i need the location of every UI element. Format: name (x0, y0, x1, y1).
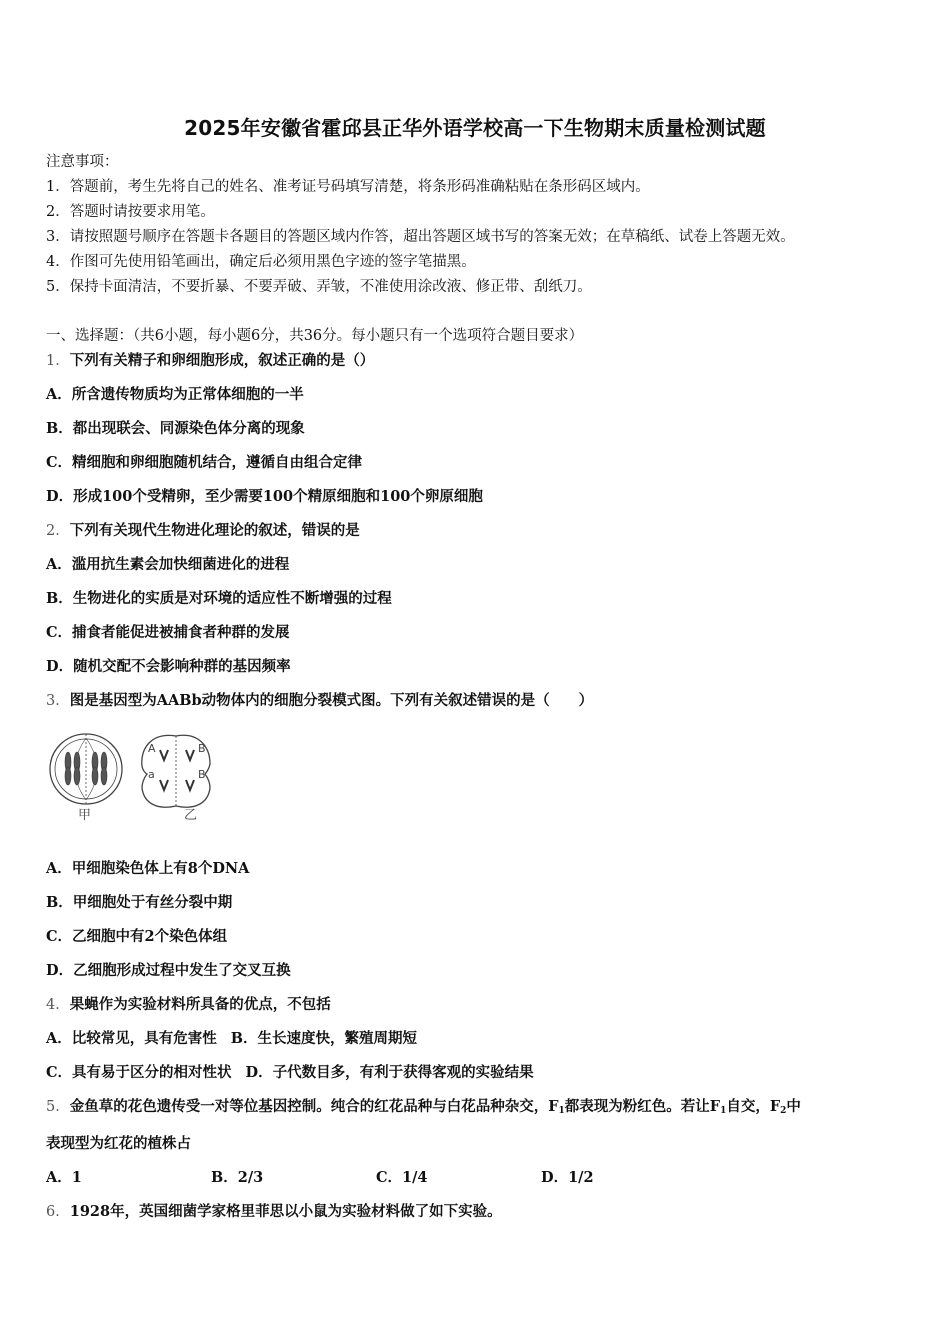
option-text: 生长速度快，繁殖周期短 (257, 1030, 418, 1047)
q4-options-row-2 (46, 1063, 534, 1083)
option-label: C． (46, 1064, 73, 1081)
gene-label: a (148, 768, 155, 781)
question-number: 4． (46, 997, 70, 1013)
q1-option-a (46, 385, 304, 405)
q2-option-c (46, 623, 290, 643)
question-stem: 下列有关精子和卵细胞形成，叙述正确的是（） (69, 352, 375, 369)
option-label: A． (46, 556, 72, 573)
question-number: 2． (46, 523, 70, 539)
notice-item-3: 3．请按照题号顺序在答题卡各题目的答题区域内作答，超出答题区域书写的答案无效；在草稿纸、试卷上答题无效。 (46, 229, 795, 245)
gene-label: B (198, 742, 206, 755)
option-label: D． (46, 962, 74, 979)
option-text: 乙细胞形成过程中发生了交叉互换 (73, 962, 291, 979)
q2-option-a (46, 555, 289, 575)
q3-option-a (46, 859, 249, 879)
option-label: B． (46, 590, 73, 607)
option-label: C． (46, 454, 73, 471)
generation-subscript: 1 (558, 1106, 565, 1116)
notice-item-2: 2．答题时请按要求用笔。 (46, 204, 215, 220)
cell-jia (50, 734, 122, 804)
question-stem-part: 中 (786, 1098, 801, 1115)
notice-heading: 注意事项： (46, 154, 119, 170)
notice-item-1: 1．答题前，考生先将自己的姓名、准考证号码填写清楚，将条形码准确粘贴在条形码区域内。 (46, 179, 650, 195)
figure-label-jia: 甲 (78, 808, 92, 823)
question-5-line-2 (46, 1134, 191, 1154)
q1-option-c (46, 453, 362, 473)
q2-option-d (46, 657, 291, 677)
cell-division-figure (44, 724, 224, 828)
question-6 (46, 1202, 502, 1222)
option-label: A． (46, 1169, 72, 1186)
q5-options-row (46, 1168, 661, 1188)
option-label: D． (245, 1064, 273, 1081)
section-heading: 一、选择题：（共6小题，每小题6分，共36分。每小题只有一个选项符合题目要求） (46, 328, 584, 344)
question-stem: 果蝇作为实验材料所具备的优点，不包括 (69, 996, 331, 1013)
generation-symbol: F (769, 1098, 781, 1115)
option-text: 1/4 (402, 1169, 428, 1186)
option-text: 生物进化的实质是对环境的适应性不断增强的过程 (72, 590, 392, 607)
option-text: 精细胞和卵细胞随机结合，遵循自由组合定律 (72, 454, 363, 471)
q1-option-b (46, 419, 305, 439)
question-2 (46, 521, 360, 541)
generation-subscript: 1 (720, 1106, 727, 1116)
option-text: 都出现联会、同源染色体分离的现象 (72, 420, 305, 437)
option-label: A． (46, 860, 72, 877)
question-number: 1． (46, 353, 70, 369)
question-number: 6． (46, 1204, 70, 1220)
option-label: D． (541, 1169, 569, 1186)
option-label: B． (46, 420, 73, 437)
question-5 (46, 1097, 801, 1121)
option-text: 子代数目多，有利于获得客观的实验结果 (272, 1064, 534, 1081)
option-text: 1/2 (568, 1169, 594, 1186)
option-label: D． (46, 658, 74, 675)
notice-item-5: 5．保持卡面清洁，不要折暴、不要弄破、弄皱，不准使用涂改液、修正带、刮纸刀。 (46, 279, 592, 295)
question-number: 5． (46, 1099, 70, 1115)
q3-option-b (46, 893, 232, 913)
q4-options-row-1 (46, 1029, 417, 1049)
question-number: 3． (46, 693, 70, 709)
option-text: 所含遗传物质均为正常体细胞的一半 (71, 386, 304, 403)
option-text: 1 (71, 1169, 82, 1186)
q3-option-c (46, 927, 227, 947)
q2-option-b (46, 589, 392, 609)
question-stem: 图是基因型为AABb动物体内的细胞分裂模式图。下列有关叙述错误的是（ ） (69, 692, 594, 709)
option-text: 2/3 (237, 1169, 264, 1186)
option-text: 形成100个受精卵，至少需要100个精原细胞和100个卵原细胞 (73, 488, 483, 505)
generation-subscript: 2 (780, 1106, 787, 1116)
option-label: D． (46, 488, 74, 505)
option-text: 具有易于区分的相对性状 (72, 1064, 232, 1081)
page-title: 2025年安徽省霍邱县正华外语学校高一下生物期末质量检测试题 (184, 116, 766, 140)
option-label: C． (376, 1169, 403, 1186)
question-stem-part: 金鱼草的花色遗传受一对等位基因控制。纯合的红花品种与白花品种杂交， (69, 1098, 549, 1115)
q1-option-d (46, 487, 483, 507)
figure-label-yi: 乙 (184, 808, 198, 823)
option-label: C． (46, 928, 73, 945)
notice-item-4: 4．作图可先使用铅笔画出，确定后必须用黑色字迹的签字笔描黑。 (46, 254, 476, 270)
option-label: B． (46, 894, 73, 911)
question-stem: 下列有关现代生物进化理论的叙述，错误的是 (69, 522, 360, 539)
question-1 (46, 351, 374, 371)
option-label: B． (230, 1030, 258, 1047)
question-stem-part: 都表现为粉红色。若让 (564, 1098, 710, 1115)
option-label: A． (46, 1030, 72, 1047)
option-text: 甲细胞处于有丝分裂中期 (72, 894, 233, 911)
option-text: 随机交配不会影响种群的基因频率 (73, 658, 291, 675)
question-stem-part: 自交， (726, 1098, 770, 1115)
option-text: 滥用抗生素会加快细菌进化的进程 (71, 556, 290, 573)
option-text: 比较常见，具有危害性 (71, 1030, 217, 1047)
q3-option-d (46, 961, 291, 981)
gene-label: A (148, 742, 156, 755)
gene-label: B (198, 768, 206, 781)
question-3 (46, 691, 593, 711)
option-label: C． (46, 624, 73, 641)
option-text: 捕食者能促进被捕食者种群的发展 (72, 624, 290, 641)
question-stem-part: 表现型为红花的植株占 (46, 1135, 191, 1152)
option-text: 甲细胞染色体上有8个DNA (71, 860, 250, 877)
generation-symbol: F (548, 1098, 559, 1115)
option-label: A． (46, 386, 72, 403)
generation-symbol: F (709, 1098, 721, 1115)
option-text: 乙细胞中有2个染色体组 (72, 928, 228, 945)
option-label: B． (211, 1169, 238, 1186)
question-stem: 1928年，英国细菌学家格里菲思以小鼠为实验材料做了如下实验。 (69, 1203, 502, 1220)
question-4 (46, 995, 331, 1015)
